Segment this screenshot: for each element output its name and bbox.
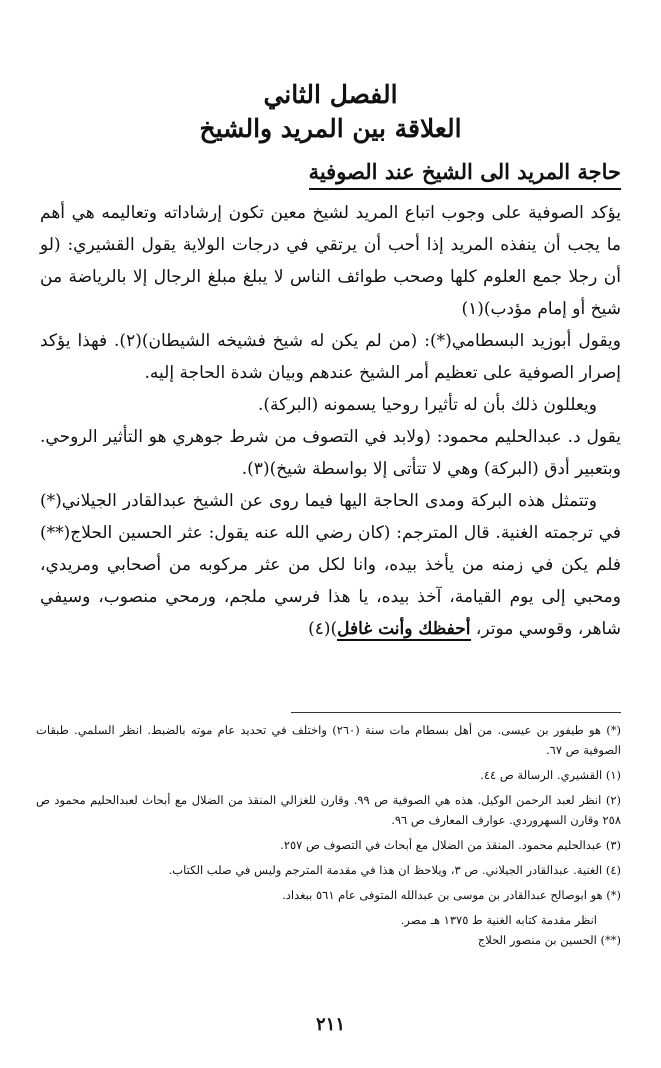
paragraph-5 (40, 485, 621, 645)
footnote-double-star: (**) الحسين بن منصور الحلاج (477, 933, 621, 947)
footnote-ref-4: )(٤) (308, 619, 338, 639)
chapter-title: العلاقة بين المريد والشيخ (199, 114, 462, 143)
page-number: ٢١١ (315, 1014, 345, 1035)
paragraph-3: ويعللون ذلك بأن له تأثيرا روحيا يسمونه (البركة). (257, 395, 597, 415)
body-text (40, 197, 621, 645)
footnote-star-2: (*) هو ابوصالح عبدالقادر بن موسى بن عبدالله المتوفى عام ٥٦١ ببغداد. (282, 888, 621, 902)
footnote-3: (٣) عبدالحليم محمود. المنقذ من الضلال مع أبحاث في التصوف ص ٢٥٧. (280, 838, 621, 852)
footnote-star-2-continuation: انظر مقدمة كتابه الغنية ط ١٣٧٥ هـ مصر. (400, 913, 597, 927)
highlighted-quote: أحفظك وأنت غافل (337, 619, 471, 639)
section-heading: حاجة المريد الى الشيخ عند الصوفية (309, 158, 621, 190)
footnote-2: (٢) انظر لعبد الرحمن الوكيل. هذه هي الصوفية ص ٩٩. وقارن للغزالي المنقذ من الضلال مع أبحاث لعبدالحليم محمود ص ٢٥٨ وقارن السهروردي. عوارف المعارف ص ٩٦. (36, 793, 621, 827)
paragraph-1: يؤكد الصوفية على وجوب اتباع المريد لشيخ معين تكون إرشاداته وتعاليمه هي أهم ما يجب أن ينفذه المريد إذا أحب أن يرتقي في درجات الولاية يقول القشيري: (لو أن رجلا جمع العلوم كلها وصحب طوائف الناس لا يبلغ مبلغ الرجال إلا بالرياضة من شيخ أو إمام مؤدب)(١) (40, 203, 621, 319)
chapter-heading: الفصل الثاني (263, 80, 398, 109)
footnote-star-1: (*) هو طيفور بن عيسى. من أهل بسطام مات سنة (٢٦٠) واختلف في تحديد عام موته بالضبط. انظر السلمي. طبقات الصوفية ص ٦٧. (36, 723, 621, 757)
paragraph-2: ويقول أبوزيد البسطامي(*): (من لم يكن له شيخ فشيخه الشيطان)(٢). فهذا يؤكد إصرار الصوفية على تعظيم أمر الشيخ عندهم وبيان شدة الحاجة إليه. (40, 331, 621, 383)
footnote-4: (٤) الغنية. عبدالقادر الجيلاني. ص ٣، ويلاحظ ان هذا في مقدمة المترجم وليس في صلب الكتاب. (168, 863, 621, 877)
footnotes (36, 720, 621, 955)
paragraph-5-text: وتتمثل هذه البركة ومدى الحاجة اليها فيما روى عن الشيخ عبدالقادر الجيلاني(*) في ترجمته الغنية. قال المترجم: (كان رضي الله عنه يقول: عثر الحسين الحلاج(**) فلم يكن في زمنه من يأخذ بيده، وانا لكل من عثر مركوبه من أصحابي ومريدي، ومحبي إلى يوم القيامة، آخذ بيده، يا هذا فرسي ملجم، ورمحي منصوب، وسيفي شاهر، وقوسي موتر، (40, 491, 621, 639)
footnote-divider (291, 712, 621, 713)
paragraph-4: يقول د. عبدالحليم محمود: (ولابد في التصوف من شرط جوهري هو التأثير الروحي. وبتعبير أدق (البركة) وهي لا تتأتى إلا بواسطة شيخ)(٣). (40, 427, 621, 479)
footnote-1: (١) القشيري. الرسالة ص ٤٤. (480, 768, 621, 782)
